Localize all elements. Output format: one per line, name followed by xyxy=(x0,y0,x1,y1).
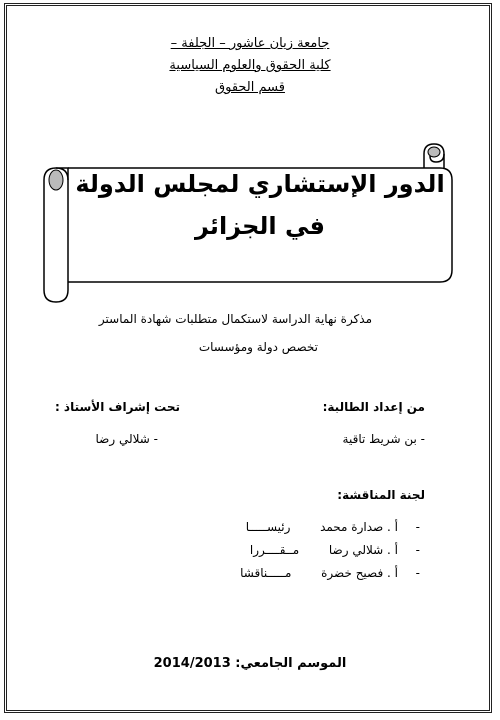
academic-year-line xyxy=(0,656,500,671)
member-name: صدارة محمد xyxy=(320,520,384,534)
member-role: مـــــناقشا xyxy=(240,566,292,580)
university-name: جامعة زيان عاشور – الجلفة – xyxy=(170,36,330,51)
member-role: مــقــــررا xyxy=(249,543,300,557)
thesis-title-line2: في الجزائر xyxy=(195,212,325,240)
committee-member xyxy=(246,520,420,534)
academic-year-value: 2014/2013 xyxy=(153,656,231,671)
committee-label: لجنة المناقشة: xyxy=(337,488,425,502)
page-border xyxy=(4,3,492,713)
academic-year-label: الموسم الجامعي: xyxy=(235,656,347,671)
supervisor-name: - شلالي رضا xyxy=(95,432,158,446)
member-bullet: - xyxy=(415,543,420,557)
specialization: تخصص دولة ومؤسسات xyxy=(198,340,318,354)
supervisor-label: تحت إشراف الأستاذ : xyxy=(54,400,180,414)
thesis-title-line1: الدور الإستشاري لمجلس الدولة xyxy=(75,170,445,198)
member-name: فصيح خضرة xyxy=(321,566,384,580)
member-name: شلالي رضا xyxy=(328,543,384,557)
department-name: قسم الحقوق xyxy=(215,80,285,95)
committee-member xyxy=(240,566,420,580)
member-prefix: أ . xyxy=(387,520,398,534)
member-prefix: أ . xyxy=(387,566,398,580)
student-label: من إعداد الطالبة: xyxy=(322,400,425,414)
faculty-name: كلية الحقوق والعلوم السياسية xyxy=(169,58,331,73)
committee-member xyxy=(250,543,420,557)
thesis-purpose: مذكرة نهاية الدراسة لاستكمال متطلبات شهادة الماستر xyxy=(98,312,372,326)
member-bullet: - xyxy=(415,520,420,534)
student-name: - بن شريط تاقية xyxy=(342,432,425,446)
member-prefix: أ . xyxy=(387,543,398,557)
member-bullet: - xyxy=(415,566,420,580)
member-role: رئيســـــا xyxy=(245,520,291,534)
